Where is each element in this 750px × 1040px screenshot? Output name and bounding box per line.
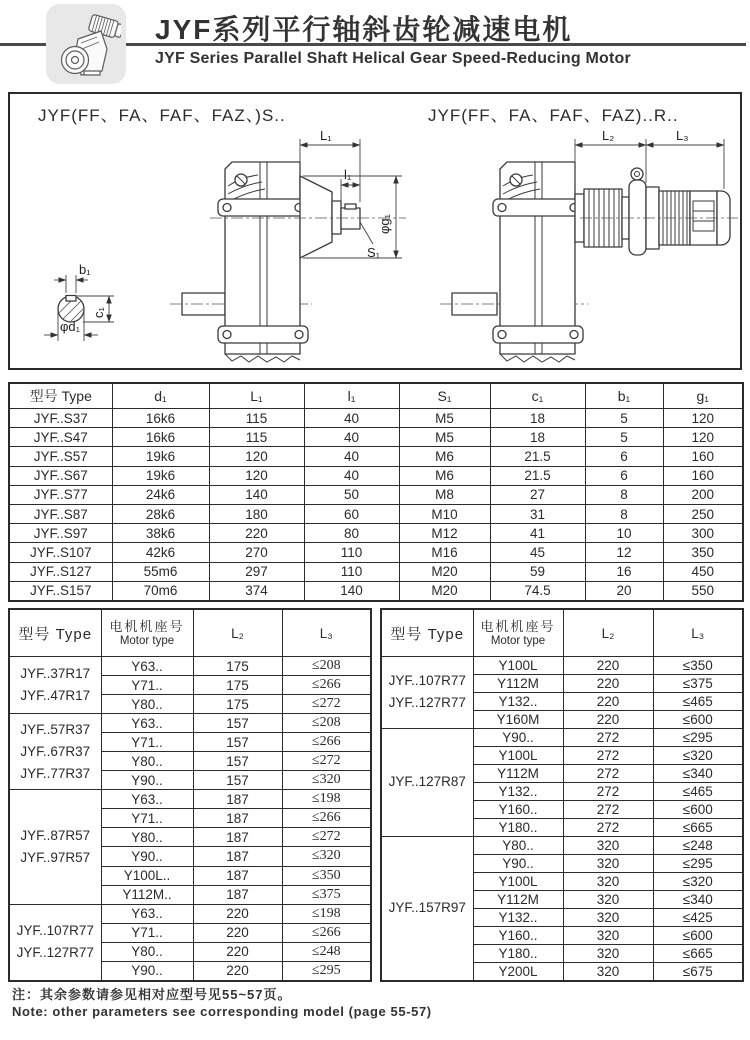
table-cell: M6 [399,466,490,485]
footnote [12,986,432,1020]
dim-label-c1: c₁ [91,307,106,318]
table-cell: ≤340 [653,890,743,908]
table-cell: ≤425 [653,908,743,926]
table-cell: Y200L [473,962,563,981]
table-row [9,714,371,733]
table-cell: 200 [663,485,743,504]
table-cell: ≤295 [653,854,743,872]
table-cell: 187 [193,828,282,847]
table-cell: 6 [585,466,663,485]
table-cell: 220 [193,923,282,942]
table-cell: 175 [193,657,282,676]
table-row [9,581,743,601]
footnote-zh: 注：其余参数请参见相对应型号见55~57页。 [12,987,292,1002]
table-cell: 40 [304,466,399,485]
table-cell: 16 [585,562,663,581]
column-header-type: 型号 Type [9,609,101,657]
table-cell: 18 [490,409,585,428]
table-cell: 350 [663,543,743,562]
table-cell: 250 [663,504,743,523]
table-cell: ≤208 [282,657,371,676]
table-cell: Y100L [473,746,563,764]
model-group-label: JYF..57R37 JYF..67R37 JYF..77R37 [9,714,101,790]
table-header-row [381,609,743,657]
table-cell: 50 [304,485,399,504]
table-cell: Y71.. [101,676,193,695]
column-header-c1: c₁ [490,383,585,409]
column-header-motor [101,609,193,657]
table-cell: ≤375 [282,885,371,904]
motor-header-en: Motor type [119,635,175,647]
table-cell: Y71.. [101,733,193,752]
column-header-motor [473,609,563,657]
table-cell: ≤266 [282,733,371,752]
table-cell: 120 [663,409,743,428]
table-cell: Y112M [473,674,563,692]
table-cell: JYF..S107 [9,543,112,562]
table-cell: M6 [399,447,490,466]
table-cell: ≤198 [282,790,371,809]
table-cell: 297 [209,562,304,581]
table-cell: 160 [663,447,743,466]
table-cell: ≤266 [282,923,371,942]
table-cell: 272 [563,764,653,782]
table-cell: 187 [193,790,282,809]
table-cell: JYF..S157 [9,581,112,601]
table-cell: ≤465 [653,782,743,800]
table-cell: 160 [663,466,743,485]
table-cell: JYF..S97 [9,524,112,543]
table-cell: 220 [193,904,282,923]
column-header-l1: l₁ [304,383,399,409]
table-row [9,409,743,428]
dim-label-l1: l₁ [344,167,352,182]
table-cell: ≤665 [653,818,743,836]
table-cell: 24k6 [112,485,209,504]
table-cell: Y100L [473,872,563,890]
table-cell: 220 [563,674,653,692]
table-cell: Y90.. [473,728,563,746]
dim-label-b1: b₁ [79,262,91,277]
motor-header-zh: 电机机座号 [480,619,556,634]
table-cell: 40 [304,409,399,428]
table-cell: Y63.. [101,657,193,676]
table-cell: 19k6 [112,466,209,485]
table-cell: ≤266 [282,809,371,828]
drawing-title-right: JYF(FF、FA、FAF、FAZ)..R.. [428,106,679,125]
column-header-L1: L₁ [209,383,304,409]
table-cell: JYF..S67 [9,466,112,485]
table-cell: 42k6 [112,543,209,562]
table-row [381,836,743,854]
motor-header-en: Motor type [490,635,546,647]
table-cell: 320 [563,836,653,854]
motor-table-left [8,608,372,982]
table-row [9,524,743,543]
column-header-g1: g₁ [663,383,743,409]
table-cell: 18 [490,428,585,447]
table-cell: JYF..S37 [9,409,112,428]
dim-label-g1: φg₁ [377,213,392,234]
motor-table-right [380,608,744,982]
table-cell: Y90.. [101,961,193,981]
table-cell: ≤208 [282,714,371,733]
table-cell: 450 [663,562,743,581]
dim-label-d1: φd₁ [60,319,81,334]
table-cell: 20 [585,581,663,601]
table-cell: 320 [563,926,653,944]
table-cell: Y90.. [101,771,193,790]
table-cell: 157 [193,771,282,790]
right-drawing [440,128,738,362]
table-cell: ≤320 [282,847,371,866]
motor-table-right-body [381,657,743,982]
table-cell: 10 [585,524,663,543]
table-cell: 220 [209,524,304,543]
table-cell: 187 [193,866,282,885]
table-cell: Y63.. [101,790,193,809]
table-cell: 21.5 [490,447,585,466]
table-cell: ≤320 [653,746,743,764]
table-cell: 59 [490,562,585,581]
table-cell: JYF..S127 [9,562,112,581]
motor-table-left-body [9,657,371,982]
table-cell: 320 [563,944,653,962]
table-cell: JYF..S57 [9,447,112,466]
page-title-zh: JYF系列平行轴斜齿轮减速电机 [155,14,573,45]
column-header-L2: L₂ [563,609,653,657]
dimension-table [8,382,744,602]
technical-drawings [10,94,740,368]
table-cell: ≤266 [282,676,371,695]
table-cell: 220 [563,692,653,710]
table-row [9,504,743,523]
table-row [9,657,371,676]
table-cell: ≤320 [653,872,743,890]
table-cell: Y180.. [473,818,563,836]
table-cell: ≤272 [282,828,371,847]
table-cell: 31 [490,504,585,523]
table-cell: 16k6 [112,428,209,447]
table-cell: ≤248 [653,836,743,854]
table-cell: 550 [663,581,743,601]
left-drawing [44,128,406,362]
table-cell: 175 [193,676,282,695]
dim-table-body [9,409,743,602]
table-cell: Y160.. [473,926,563,944]
model-group-label: JYF..87R57 JYF..97R57 [9,790,101,904]
table-cell: 115 [209,428,304,447]
drawing-title-left: JYF(FF、FA、FAF、FAZ、)S.. [38,106,286,125]
table-cell: 300 [663,524,743,543]
table-cell: Y63.. [101,904,193,923]
table-cell: ≤295 [653,728,743,746]
column-header-L3: L₃ [653,609,743,657]
table-cell: 16k6 [112,409,209,428]
table-cell: 140 [209,485,304,504]
table-cell: ≤248 [282,942,371,961]
model-group-label: JYF..37R17 JYF..47R17 [9,657,101,714]
table-cell: ≤375 [653,674,743,692]
table-cell: Y132.. [473,908,563,926]
table-cell: ≤600 [653,710,743,728]
table-cell: 19k6 [112,447,209,466]
table-cell: Y71.. [101,923,193,942]
table-cell: JYF..S47 [9,428,112,447]
table-cell: 38k6 [112,524,209,543]
table-cell: Y80.. [101,695,193,714]
table-cell: Y160M [473,710,563,728]
table-cell: ≤320 [282,771,371,790]
column-header-L3: L₃ [282,609,371,657]
table-cell: 374 [209,581,304,601]
table-cell: Y100L [473,657,563,675]
model-group-label: JYF..107R77 JYF..127R77 [9,904,101,981]
table-cell: ≤198 [282,904,371,923]
table-cell: 320 [563,854,653,872]
column-header-type: 型号 Type [9,383,112,409]
table-cell: 70m6 [112,581,209,601]
page-title-en: JYF Series Parallel Shaft Helical Gear Speed-Reducing Motor [155,50,631,67]
table-row [9,485,743,504]
table-cell: Y90.. [101,847,193,866]
table-cell: 40 [304,447,399,466]
table-cell: 27 [490,485,585,504]
table-cell: ≤665 [653,944,743,962]
table-cell: 12 [585,543,663,562]
table-row [9,543,743,562]
motor-header-zh: 电机机座号 [109,619,185,634]
model-group-label: JYF..107R77 JYF..127R77 [381,657,473,729]
table-cell: M10 [399,504,490,523]
table-cell: M5 [399,409,490,428]
table-cell: 220 [563,710,653,728]
table-cell: Y80.. [101,942,193,961]
table-cell: M5 [399,428,490,447]
table-cell: Y180.. [473,944,563,962]
table-cell: 120 [209,466,304,485]
table-row [9,466,743,485]
table-cell: 110 [304,543,399,562]
table-row [9,562,743,581]
table-cell: 157 [193,733,282,752]
table-cell: Y160.. [473,800,563,818]
column-header-S1: S₁ [399,383,490,409]
table-cell: ≤350 [282,866,371,885]
table-cell: 28k6 [112,504,209,523]
table-cell: ≤272 [282,752,371,771]
table-cell: Y100L.. [101,866,193,885]
table-cell: Y80.. [101,752,193,771]
table-cell: 320 [563,962,653,981]
table-cell: 80 [304,524,399,543]
table-cell: 220 [193,961,282,981]
gearmotor-logo-icon [51,9,121,79]
table-cell: Y112M [473,890,563,908]
table-cell: 272 [563,782,653,800]
table-cell: Y132.. [473,782,563,800]
table-cell: 8 [585,485,663,504]
table-cell: 5 [585,428,663,447]
table-cell: 5 [585,409,663,428]
table-cell: 272 [563,746,653,764]
table-cell: 120 [209,447,304,466]
table-cell: Y132.. [473,692,563,710]
table-cell: M8 [399,485,490,504]
table-cell: 272 [563,728,653,746]
table-cell: Y112M.. [101,885,193,904]
table-cell: JYF..S87 [9,504,112,523]
table-cell: M16 [399,543,490,562]
table-cell: 157 [193,714,282,733]
table-cell: 320 [563,872,653,890]
table-cell: 220 [563,657,653,675]
column-header-d1: d₁ [112,383,209,409]
table-cell: 41 [490,524,585,543]
table-row [381,657,743,675]
table-cell: 8 [585,504,663,523]
table-cell: 45 [490,543,585,562]
table-cell: ≤600 [653,926,743,944]
table-cell: Y63.. [101,714,193,733]
table-cell: 40 [304,428,399,447]
table-cell: 187 [193,847,282,866]
table-cell: Y112M [473,764,563,782]
table-cell: ≤340 [653,764,743,782]
table-cell: Y90.. [473,854,563,872]
table-cell: Y80.. [473,836,563,854]
dim-label-L1: L₁ [320,128,332,143]
table-cell: ≤295 [282,961,371,981]
table-cell: ≤350 [653,657,743,675]
dim-label-L3: L₃ [676,128,689,143]
table-cell: ≤272 [282,695,371,714]
table-row [9,447,743,466]
table-cell: ≤600 [653,800,743,818]
table-row [9,428,743,447]
dim-label-S1: S₁ [367,245,381,260]
brand-logo [46,4,126,84]
table-cell: 55m6 [112,562,209,581]
column-header-type: 型号 Type [381,609,473,657]
table-cell: 180 [209,504,304,523]
table-row [381,728,743,746]
table-cell: M12 [399,524,490,543]
table-cell: 187 [193,885,282,904]
table-cell: 110 [304,562,399,581]
table-cell: Y80.. [101,828,193,847]
table-cell: 320 [563,890,653,908]
table-cell: 175 [193,695,282,714]
table-cell: 272 [563,800,653,818]
table-cell: 74.5 [490,581,585,601]
table-cell: M20 [399,562,490,581]
table-cell: 272 [563,818,653,836]
model-group-label: JYF..157R97 [381,836,473,981]
table-cell: 21.5 [490,466,585,485]
table-cell: 220 [193,942,282,961]
table-cell: 6 [585,447,663,466]
table-cell: 60 [304,504,399,523]
table-cell: JYF..S77 [9,485,112,504]
table-header-row [9,609,371,657]
column-header-L2: L₂ [193,609,282,657]
table-cell: ≤675 [653,962,743,981]
table-cell: 115 [209,409,304,428]
table-cell: 157 [193,752,282,771]
table-cell: M20 [399,581,490,601]
dim-label-L2: L₂ [602,128,615,143]
table-cell: 120 [663,428,743,447]
table-cell: ≤465 [653,692,743,710]
column-header-b1: b₁ [585,383,663,409]
table-header-row [9,383,743,409]
table-cell: Y71.. [101,809,193,828]
table-row [9,790,371,809]
table-cell: 140 [304,581,399,601]
table-row [9,904,371,923]
table-cell: 187 [193,809,282,828]
model-group-label: JYF..127R87 [381,728,473,836]
footnote-en: Note: other parameters see corresponding model (page 55-57) [12,1004,432,1019]
table-cell: 270 [209,543,304,562]
technical-drawing-panel [8,92,742,370]
table-cell: 320 [563,908,653,926]
